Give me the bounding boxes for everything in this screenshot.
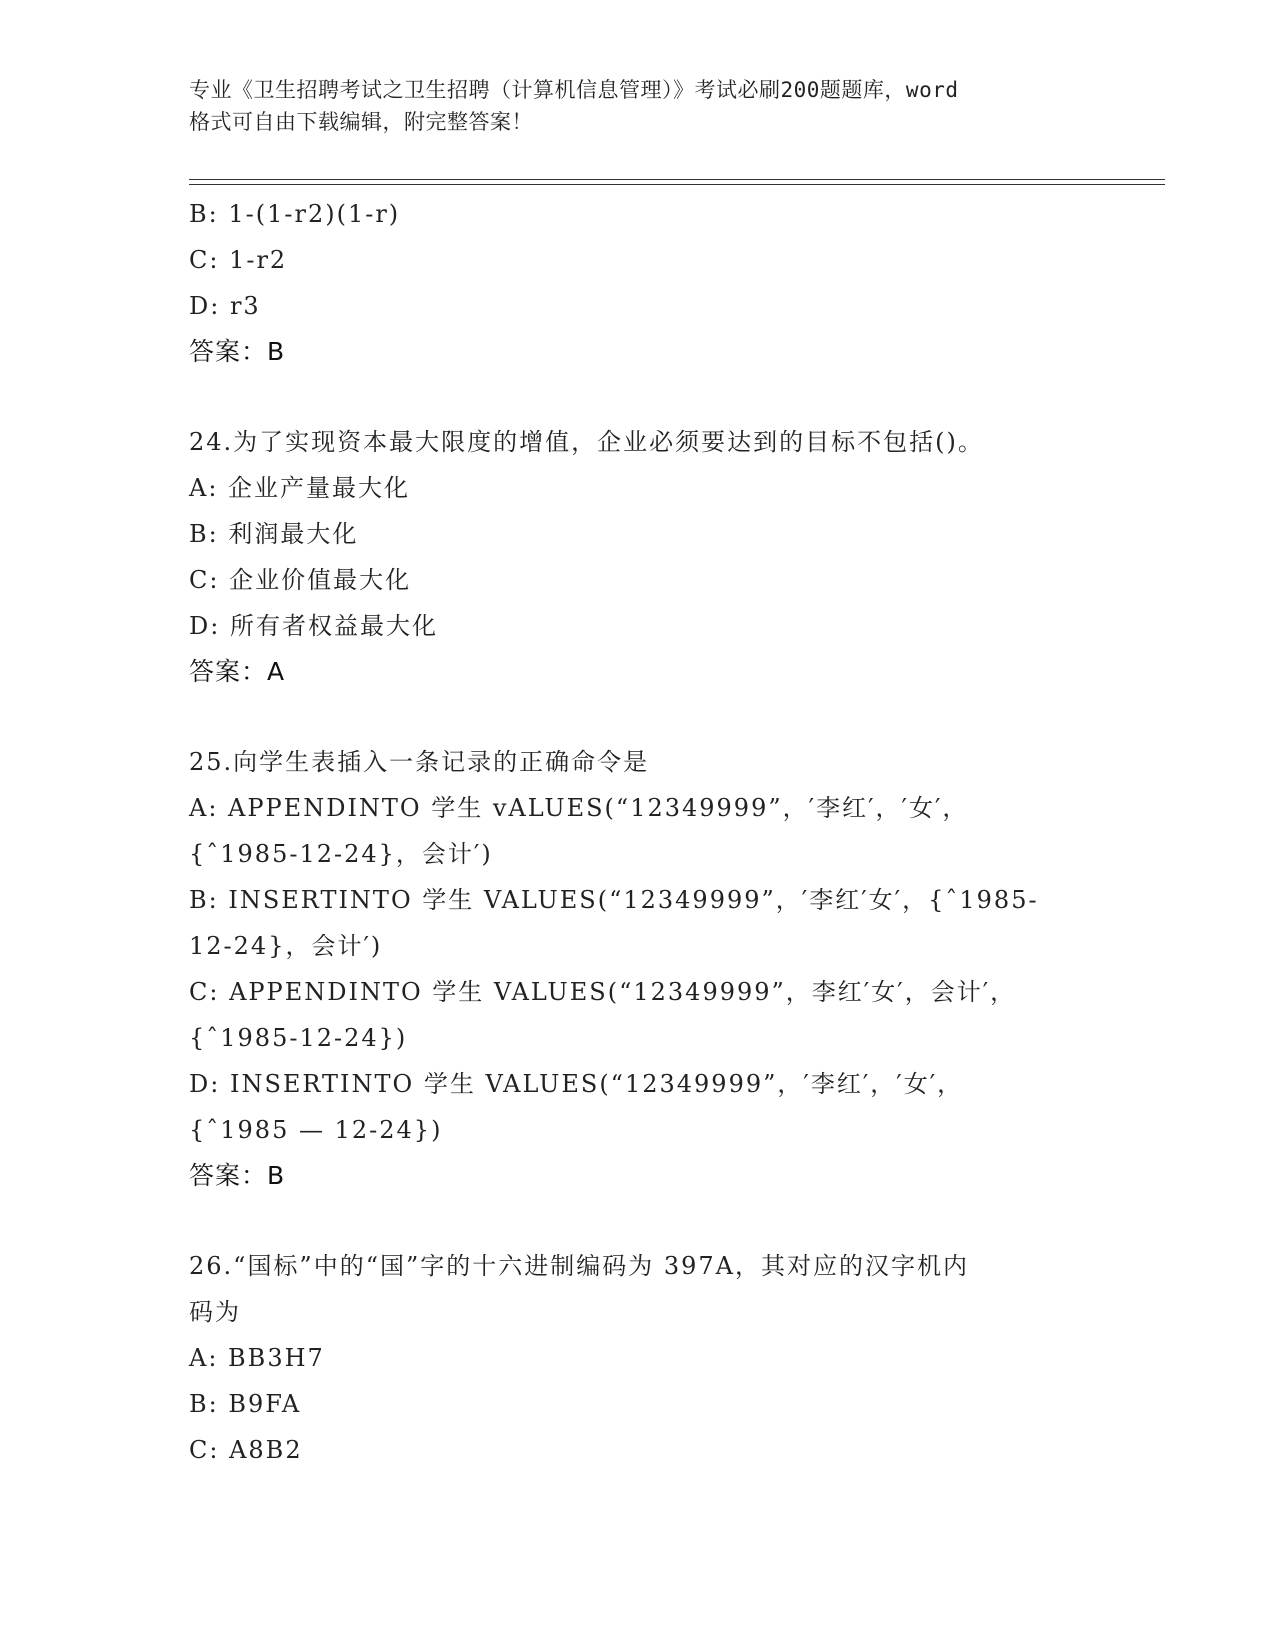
q25-option-b-line-1: B: INSERTINTO 学生 VALUES(“12349999”，′李红′女′，{ˆ1985- bbox=[189, 886, 1039, 914]
q25-option-d-line-2: {ˆ1985 — 12-24}) bbox=[189, 1116, 443, 1144]
q26-question-text-line-2: 码为 bbox=[189, 1298, 241, 1326]
question-25 bbox=[189, 739, 1149, 1199]
q26-option-b: B: B9FA bbox=[189, 1390, 302, 1418]
spacer bbox=[189, 375, 1149, 419]
header-divider-bottom bbox=[189, 184, 1165, 185]
q24-question-text: 24.为了实现资本最大限度的增值，企业必须要达到的目标不包括()。 bbox=[189, 428, 984, 456]
q25-option-a-line-2: {ˆ1985-12-24}，会计′) bbox=[189, 840, 493, 868]
q25-question-text: 25.向学生表插入一条记录的正确命令是 bbox=[189, 748, 650, 776]
q23-option-b: B: 1-(1-r2)(1-r) bbox=[189, 200, 401, 228]
q26-option-a: A: BB3H7 bbox=[189, 1344, 325, 1372]
spacer bbox=[189, 1199, 1149, 1243]
q25-option-a-line-1: A: APPENDINTO 学生 vALUES(“12349999”，′李红′，′女′， bbox=[189, 794, 969, 822]
spacer bbox=[189, 695, 1149, 739]
q23-option-d: D: r3 bbox=[189, 292, 261, 320]
q25-option-c-line-1: C: APPENDINTO 学生 VALUES(“12349999”，李红′女′，会计′， bbox=[189, 978, 1017, 1006]
q26-question-text-line-1: 26.“国标”中的“国”字的十六进制编码为 397A，其对应的汉字机内 bbox=[189, 1252, 970, 1280]
header-line-1: 专业《卫生招聘考试之卫生招聘（计算机信息管理）》考试必刷200题题库，word bbox=[189, 78, 959, 102]
q24-option-a: A: 企业产量最大化 bbox=[189, 474, 411, 502]
q26-option-c: C: A8B2 bbox=[189, 1436, 303, 1464]
document-header bbox=[189, 74, 1089, 138]
question-26 bbox=[189, 1243, 1149, 1473]
question-list bbox=[189, 191, 1149, 1473]
q24-option-d: D: 所有者权益最大化 bbox=[189, 612, 438, 640]
question-24 bbox=[189, 419, 1149, 695]
q24-option-b: B: 利润最大化 bbox=[189, 520, 359, 548]
q23-answer: 答案：B bbox=[189, 337, 286, 366]
q25-option-d-line-1: D: INSERTINTO 学生 VALUES(“12349999”，′李红′，′女′， bbox=[189, 1070, 964, 1098]
q24-answer: 答案：A bbox=[189, 657, 286, 686]
question-23 bbox=[189, 191, 1149, 375]
q23-option-c: C: 1-r2 bbox=[189, 246, 288, 274]
q24-option-c: C: 企业价值最大化 bbox=[189, 566, 412, 594]
header-divider-top bbox=[189, 179, 1165, 180]
q25-option-c-line-2: {ˆ1985-12-24}) bbox=[189, 1024, 408, 1052]
q25-answer: 答案：B bbox=[189, 1161, 286, 1190]
q25-option-b-line-2: 12-24}，会计′) bbox=[189, 932, 383, 960]
header-line-2: 格式可自由下载编辑，附完整答案！ bbox=[189, 110, 533, 134]
